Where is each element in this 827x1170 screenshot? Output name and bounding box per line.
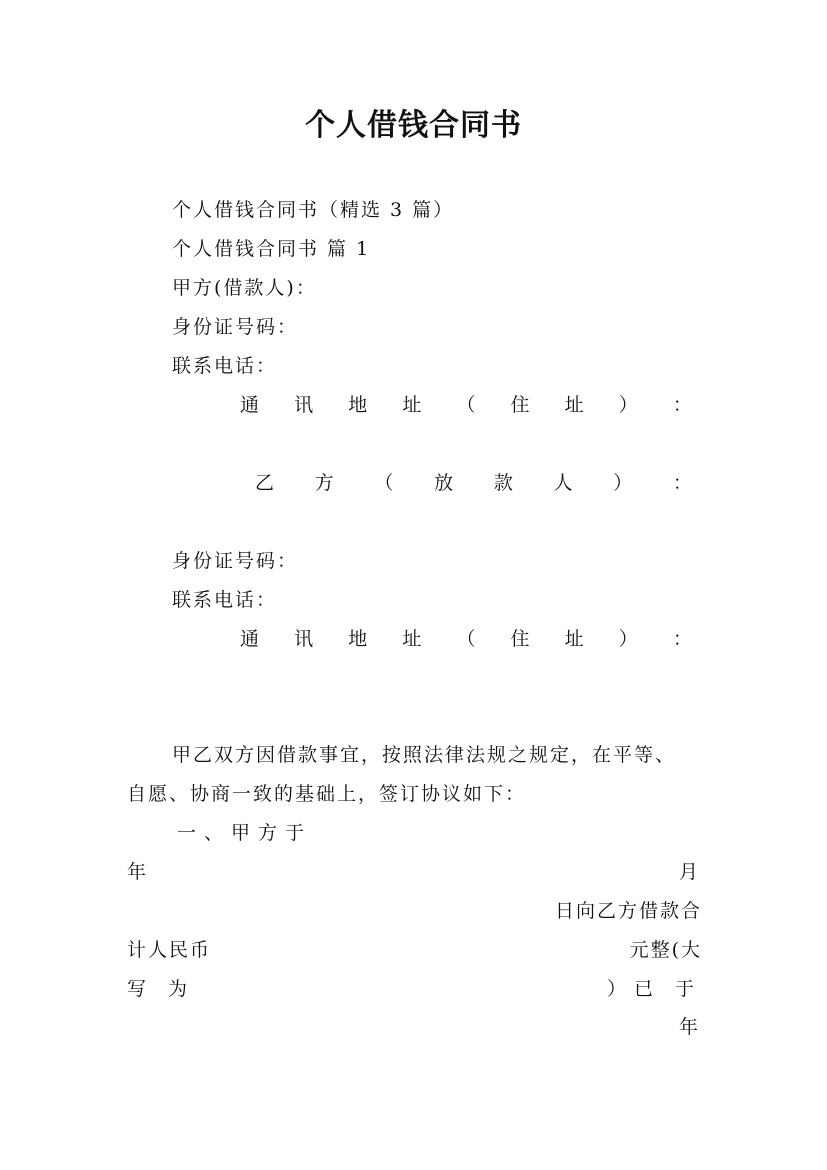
clause1-write: 写 为: [127, 978, 196, 1000]
address-char: 讯: [294, 394, 314, 416]
address-char: ）: [618, 394, 638, 416]
clause1-month: 月: [678, 861, 700, 883]
address-char: 址: [402, 628, 422, 650]
party-b-label: [255, 471, 692, 495]
address-char: 址: [564, 394, 584, 416]
address-char: ：: [672, 628, 692, 650]
section-heading: 个人借钱合同书 篇 1: [172, 238, 371, 260]
address-char: ）: [618, 628, 638, 650]
address-char: 址: [564, 628, 584, 650]
party-a-id-label: 身份证号码：: [172, 316, 299, 338]
clause1-year: 年: [127, 861, 149, 883]
party-b-char: 人: [553, 472, 573, 494]
party-b-id-label: 身份证号码：: [172, 550, 299, 572]
address-char: 址: [402, 394, 422, 416]
clause1-yuan: 元整(大: [629, 939, 702, 961]
clause1-year2: 年: [678, 1016, 700, 1038]
party-a-address-label: [240, 393, 692, 417]
party-b-char: ：: [672, 472, 692, 494]
party-a-label: 甲方(借款人)：: [172, 277, 317, 299]
address-char: 通: [240, 394, 260, 416]
address-char: 地: [348, 628, 368, 650]
document-subtitle: 个人借钱合同书（精选 3 篇）: [172, 199, 455, 221]
address-char: 讯: [294, 628, 314, 650]
clause1-day: 日向乙方借款合: [554, 900, 702, 922]
address-char: （: [456, 394, 476, 416]
party-b-char: 放: [434, 472, 454, 494]
document-title: 个人借钱合同书: [305, 108, 522, 143]
party-a-phone-label: 联系电话：: [172, 355, 278, 377]
party-b-char: ）: [613, 472, 633, 494]
address-char: 住: [510, 394, 530, 416]
intro-paragraph-line1: 甲乙双方因借款事宜，按照法律法规之规定，在平等、: [172, 744, 677, 766]
party-b-char: 款: [493, 472, 513, 494]
address-char: 地: [348, 394, 368, 416]
intro-paragraph-line2: 自愿、协商一致的基础上，签订协议如下：: [127, 783, 527, 805]
address-char: （: [456, 628, 476, 650]
party-b-char: （: [374, 472, 394, 494]
address-char: 通: [240, 628, 260, 650]
party-b-char: 方: [314, 472, 334, 494]
party-b-address-label: [240, 627, 692, 651]
party-b-phone-label: 联系电话：: [172, 589, 278, 611]
address-char: 住: [510, 628, 530, 650]
party-b-char: 乙: [255, 472, 275, 494]
address-char: ：: [672, 394, 692, 416]
clause1-already: ）已 于: [606, 978, 702, 1000]
clause1-start: 一、甲方于: [177, 822, 313, 844]
clause1-total: 计人民币: [127, 939, 212, 961]
